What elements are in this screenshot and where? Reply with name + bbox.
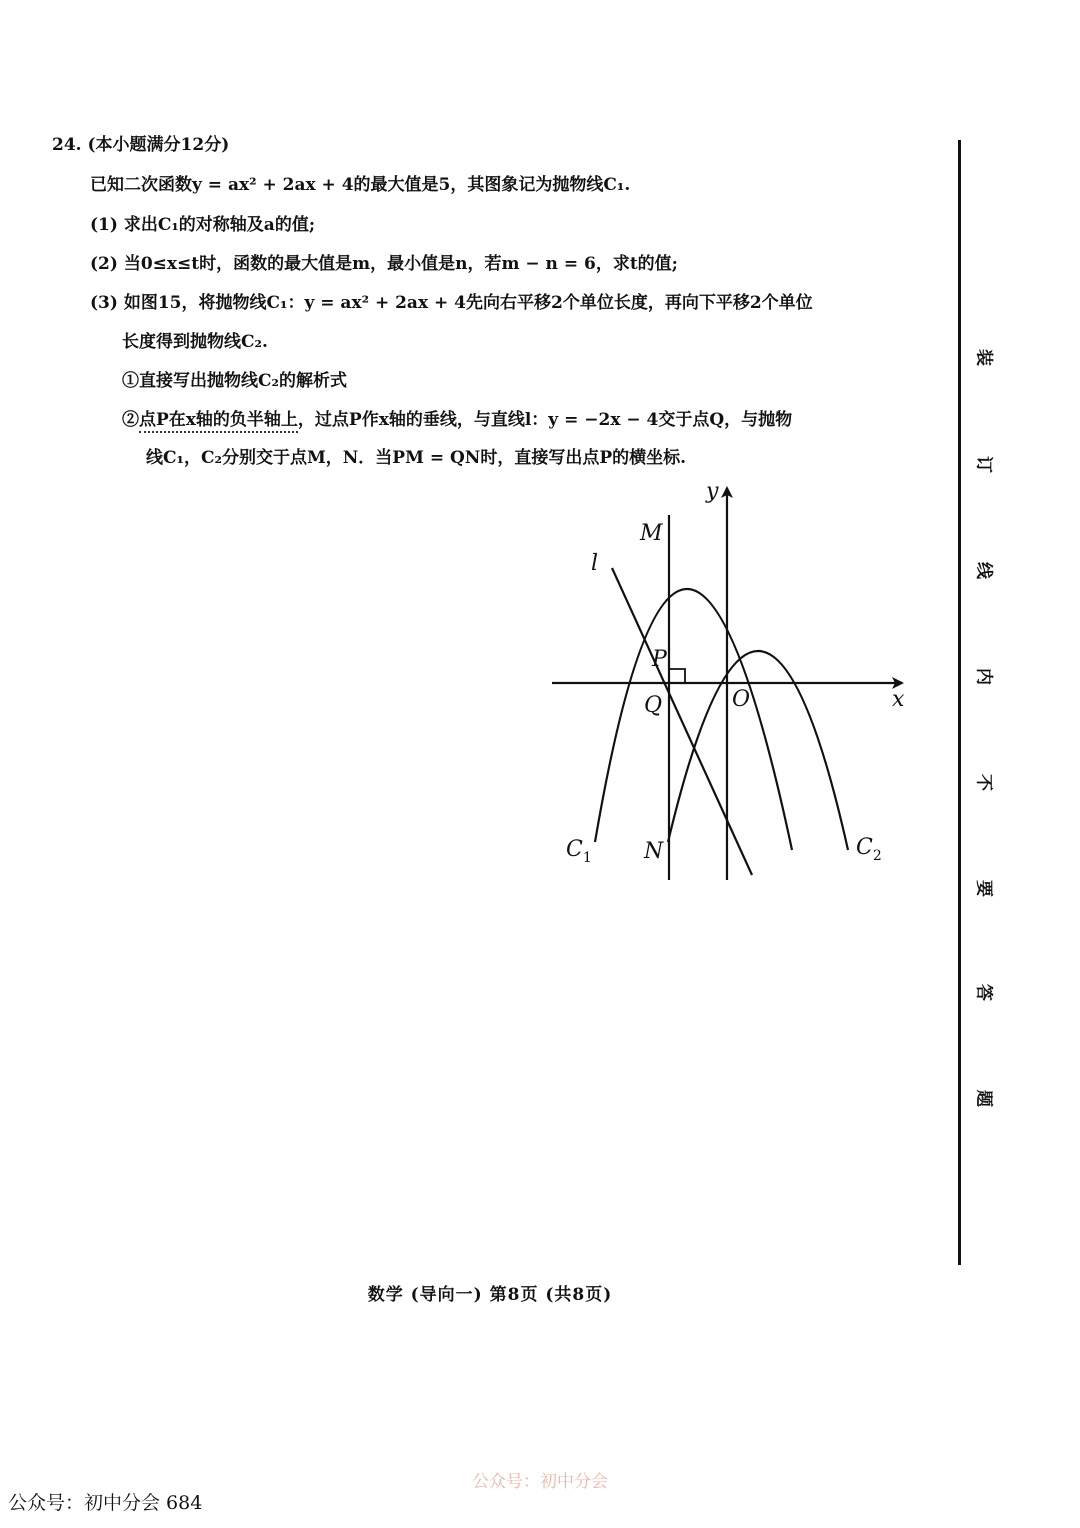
- question-part-1: (1) 求出C₁的对称轴及a的值;: [90, 215, 316, 235]
- binding-char-5: 不: [973, 774, 994, 791]
- label-c1: $C_1$: [566, 837, 592, 866]
- question-sub-1: ①直接写出抛物线C₂的解析式: [122, 371, 347, 391]
- watermark-center: 公众号：初中分会: [472, 1472, 608, 1492]
- label-m: M: [640, 521, 663, 546]
- right-angle-mark: [669, 669, 685, 683]
- label-n: N: [644, 839, 664, 864]
- question-part-3-line-1: (3) 如图15，将抛物线C₁：y = ax² + 2ax + 4先向右平移2个单位长度，再向下平移2个单位: [90, 293, 813, 313]
- question-header: 24. (本小题满分12分): [52, 135, 230, 155]
- sub-2-rest: ，过点P作x轴的垂线，与直线l：y = −2x − 4交于点Q，与抛物: [297, 410, 793, 430]
- binding-line: [958, 140, 961, 1265]
- sub-2-marker: ②: [122, 410, 139, 430]
- watermark-left: 公众号：初中分会 684: [8, 1492, 203, 1514]
- binding-char-1: 装: [973, 349, 994, 366]
- binding-char-3: 线: [973, 562, 994, 579]
- label-y: y: [706, 479, 719, 504]
- binding-char-7: 答: [973, 984, 994, 1001]
- label-q: Q: [644, 693, 663, 718]
- question-part-2: (2) 当0≤x≤t时，函数的最大值是m，最小值是n，若m − n = 6，求t的值;: [90, 254, 678, 274]
- figure-15: [540, 470, 920, 890]
- binding-char-6: 要: [973, 880, 994, 897]
- question-part-3-line-2: 长度得到抛物线C₂.: [122, 332, 268, 352]
- binding-char-4: 内: [973, 668, 994, 685]
- question-intro: 已知二次函数y = ax² + 2ax + 4的最大值是5，其图象记为抛物线C₁.: [90, 175, 631, 195]
- label-o: O: [732, 687, 751, 712]
- label-x: x: [892, 687, 905, 712]
- label-c2: $C_2$: [856, 835, 882, 864]
- binding-char-2: 订: [973, 456, 994, 473]
- question-sub-2-line-1: [122, 405, 792, 430]
- label-p: P: [652, 647, 667, 672]
- page-footer: 数学 (导向一) 第8页 (共8页): [367, 1285, 613, 1305]
- label-l: l: [591, 551, 599, 576]
- binding-char-8: 题: [973, 1090, 994, 1107]
- parabola-c1: [595, 589, 792, 850]
- question-sub-2-line-2: 线C₁，C₂分别交于点M，N．当PM = QN时，直接写出点P的横坐标.: [146, 448, 687, 468]
- sub-2-emphasis: 点P在x轴的负半轴上: [139, 410, 298, 433]
- line-l: [612, 568, 752, 875]
